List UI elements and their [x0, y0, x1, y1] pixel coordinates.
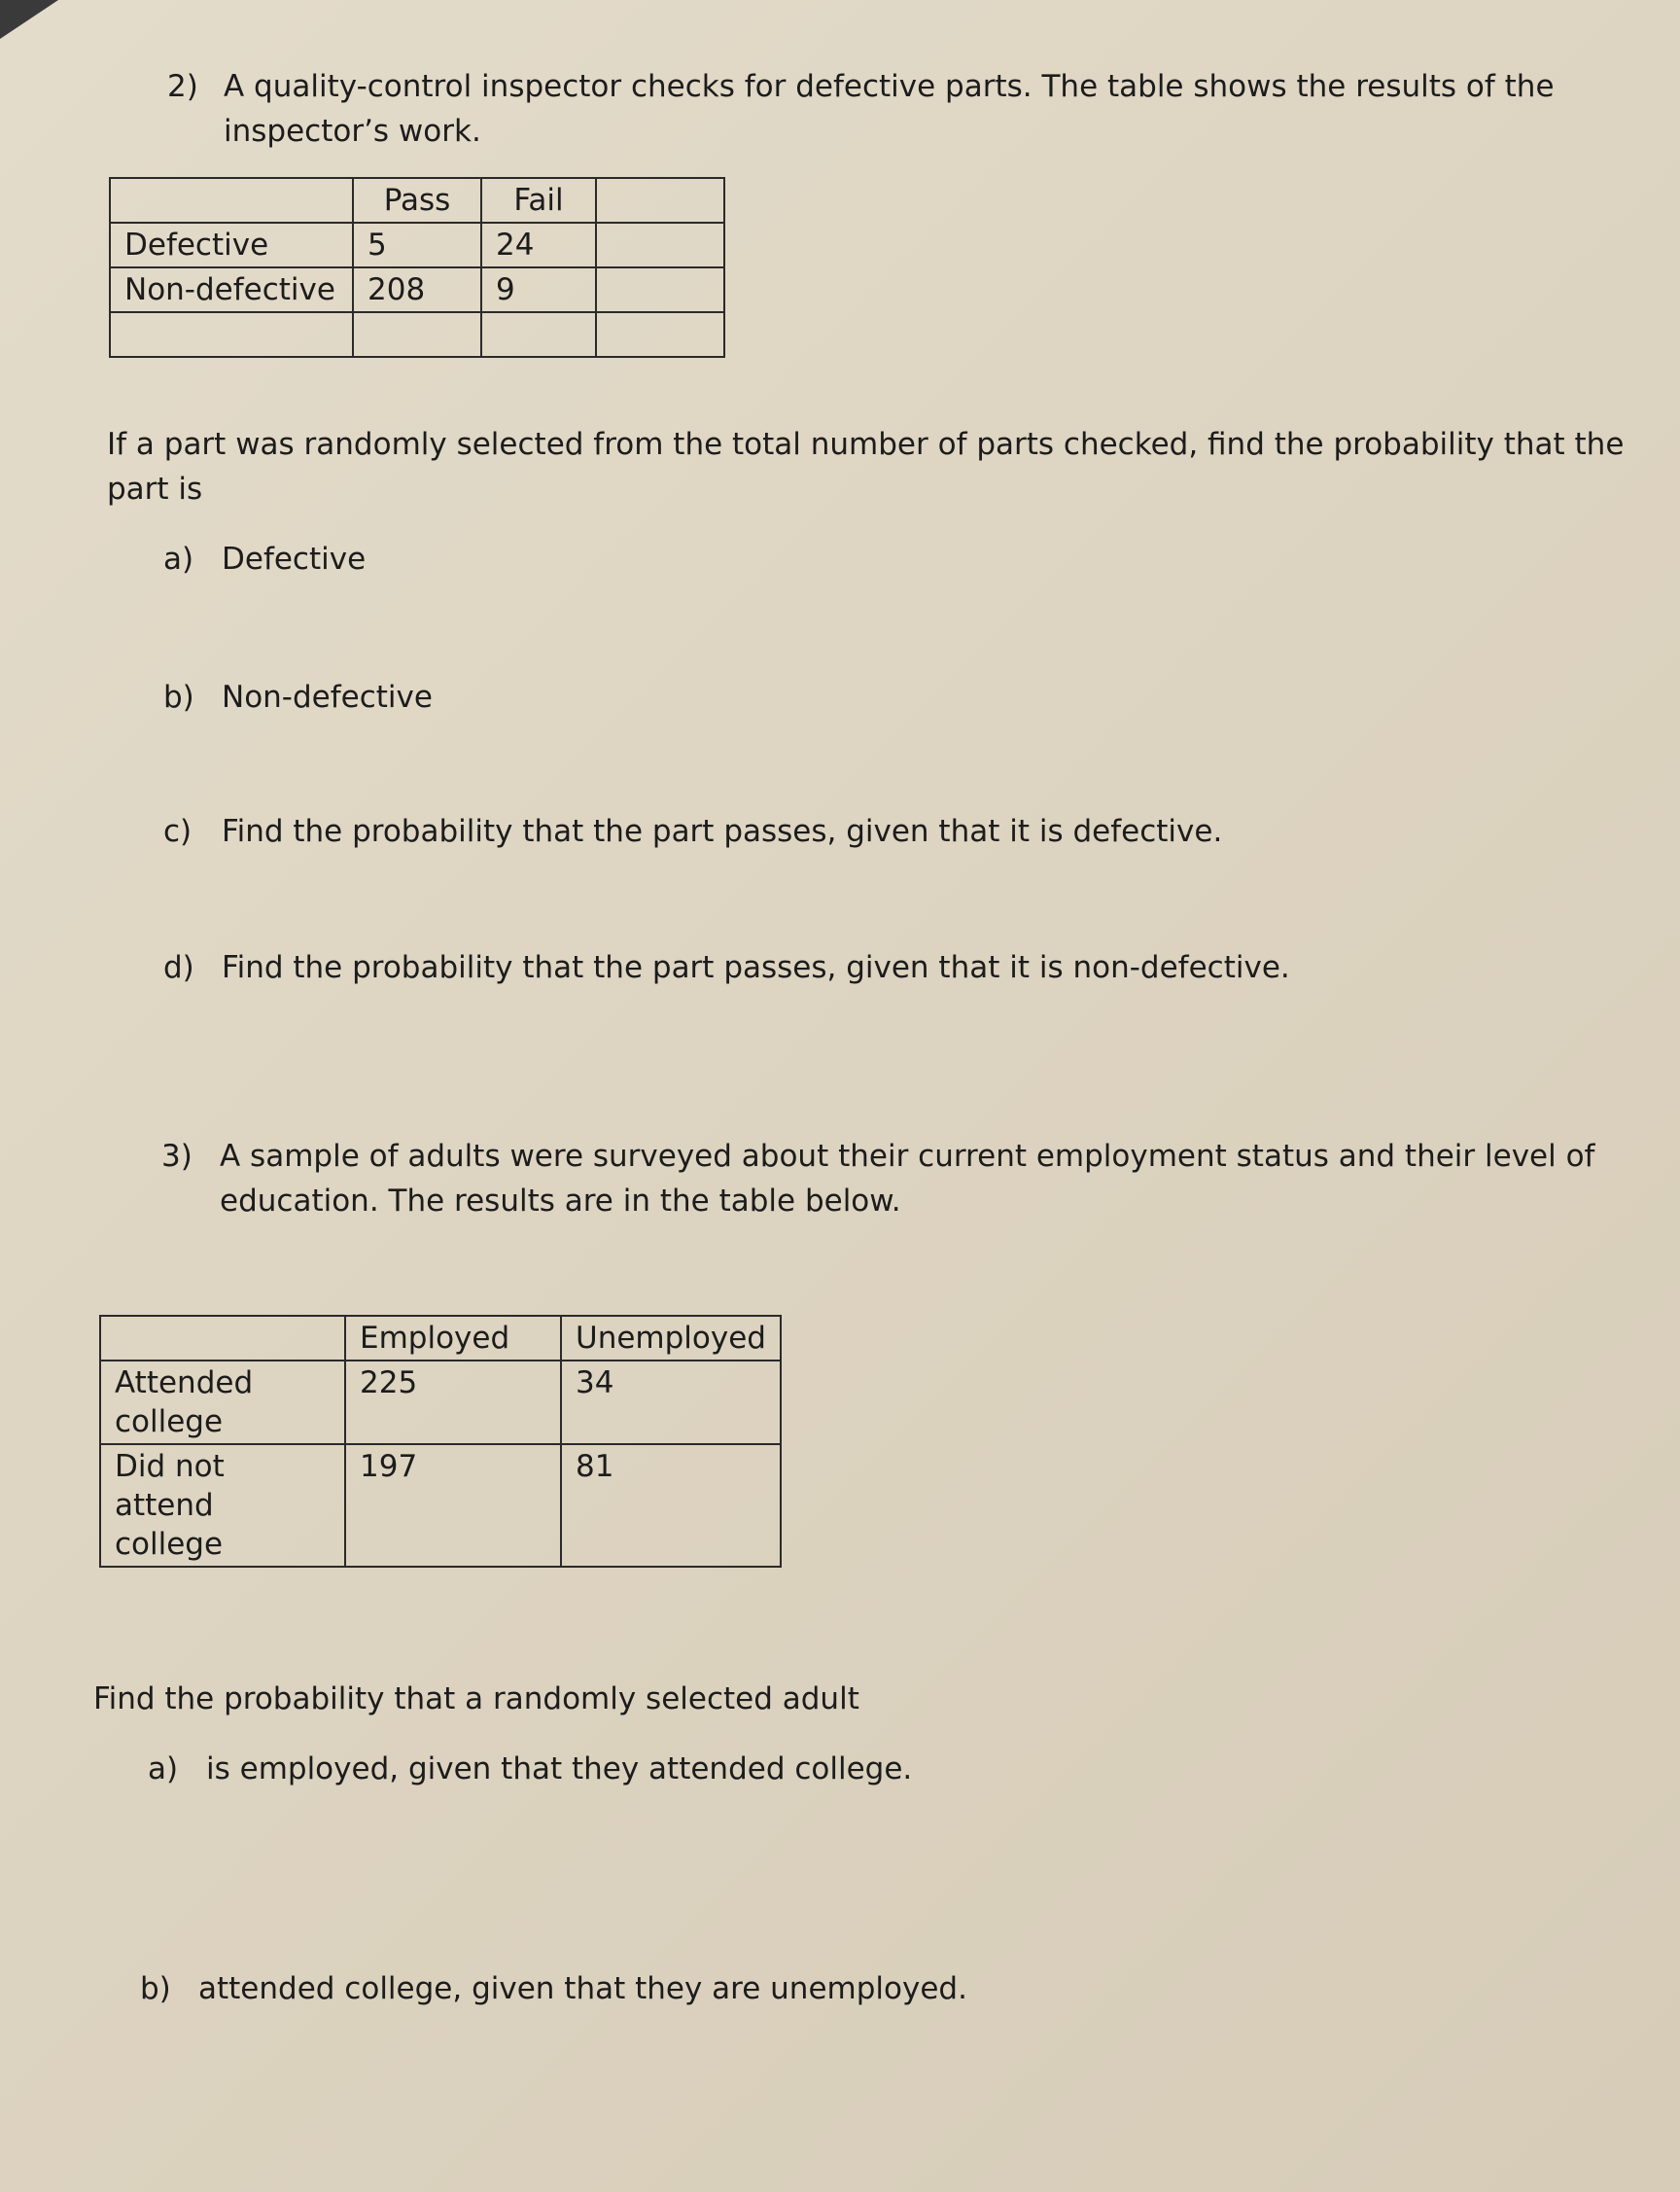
- item-text: Non-defective: [222, 680, 433, 715]
- row-label-defective: Defective: [110, 223, 353, 267]
- table-cell: 225: [345, 1361, 561, 1444]
- item-text: attended college, given that they are unemployed.: [198, 1971, 967, 2006]
- table-cell: [596, 312, 724, 357]
- item-label: b): [163, 680, 194, 715]
- photo-corner-shadow: [0, 0, 58, 39]
- table-cell: 9: [481, 267, 596, 312]
- table-row: [100, 1316, 781, 1361]
- question-3-number: 3): [161, 1139, 192, 1174]
- table-cell: 5: [353, 223, 481, 267]
- item-label: d): [163, 950, 194, 985]
- row-label-did-not-attend-college: Did not attend college: [100, 1444, 345, 1567]
- item-label: b): [140, 1971, 171, 2006]
- table-header-unemployed: Unemployed: [561, 1316, 781, 1361]
- table-header-fail: Fail: [481, 178, 596, 223]
- question-3-text-line1: A sample of adults were surveyed about their current employment status and their level of: [220, 1139, 1595, 1174]
- table-row: [110, 223, 724, 267]
- table-row: [110, 267, 724, 312]
- item-text: Find the probability that the part passes, given that it is defective.: [222, 814, 1223, 849]
- item-text: Defective: [222, 542, 367, 577]
- question-2-number: 2): [167, 69, 198, 104]
- table-cell: 208: [353, 267, 481, 312]
- table-row: [110, 178, 724, 223]
- table-header-pass: Pass: [353, 178, 481, 223]
- question-2-text-line2: inspector’s work.: [224, 114, 481, 149]
- item-text: is employed, given that they attended college.: [206, 1751, 913, 1786]
- question-2-text-line1: A quality-control inspector checks for defective parts. The table shows the results of the: [224, 69, 1555, 104]
- table-cell: 34: [561, 1361, 781, 1444]
- table-cell: [100, 1316, 345, 1361]
- table-row: [110, 312, 724, 357]
- employment-table: [99, 1315, 782, 1568]
- table-cell: 24: [481, 223, 596, 267]
- question-2-prompt-line2: part is: [107, 472, 203, 507]
- table-cell: [353, 312, 481, 357]
- item-text: Find the probability that the part passes, given that it is non-defective.: [222, 950, 1290, 985]
- question-3-text-line2: education. The results are in the table below.: [220, 1184, 901, 1219]
- table-cell: [596, 223, 724, 267]
- table-cell: [596, 178, 724, 223]
- table-cell: [481, 312, 596, 357]
- table-cell: [110, 312, 353, 357]
- item-label: a): [163, 542, 194, 577]
- question-2-prompt-line1: If a part was randomly selected from the total number of parts checked, find the probability that the: [107, 427, 1625, 462]
- question-3-prompt: Find the probability that a randomly selected adult: [93, 1681, 859, 1716]
- table-cell: [596, 267, 724, 312]
- table-cell: [110, 178, 353, 223]
- table-row: [100, 1361, 781, 1444]
- table-cell: 81: [561, 1444, 781, 1567]
- item-label: a): [148, 1751, 179, 1786]
- table-row: [100, 1444, 781, 1567]
- defect-table: [109, 177, 725, 358]
- table-cell: 197: [345, 1444, 561, 1567]
- row-label-attended-college: Attended college: [100, 1361, 345, 1444]
- row-label-non-defective: Non-defective: [110, 267, 353, 312]
- item-label: c): [163, 814, 192, 849]
- table-header-employed: Employed: [345, 1316, 561, 1361]
